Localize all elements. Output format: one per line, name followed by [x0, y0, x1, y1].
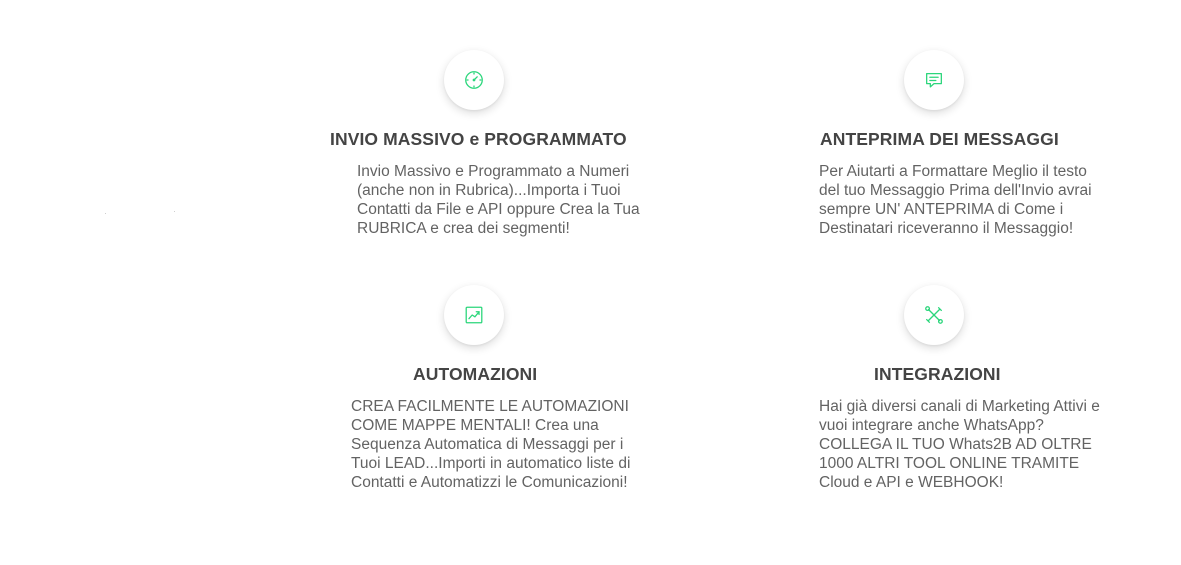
feature-icon-wrapper — [904, 285, 964, 345]
message-icon — [923, 69, 945, 91]
feature-icon-wrapper — [904, 50, 964, 110]
feature-description: Per Aiutarti a Formattare Meglio il testo del tuo Messaggio Prima dell'Invio avrai sempre UN' ANTEPRIMA di Come i Destinatari riceveranno il Messaggio! — [819, 163, 1092, 237]
feature-description: Invio Massivo e Programmato a Numeri (anche non in Rubrica)...Importa i Tuoi Contatti da File e API oppure Crea la Tua RUBRICA e crea dei segmenti! — [357, 163, 640, 237]
feature-title: INTEGRAZIONI — [874, 364, 1001, 384]
feature-title: ANTEPRIMA DEI MESSAGGI — [820, 129, 1059, 149]
feature-icon-wrapper — [444, 50, 504, 110]
tools-icon — [923, 304, 945, 326]
feature-icon-wrapper — [444, 285, 504, 345]
feature-title: AUTOMAZIONI — [413, 364, 538, 384]
feature-description: CREA FACILMENTE LE AUTOMAZIONI COME MAPPE MENTALI! Crea una Sequenza Automatica di Messaggi per i Tuoi LEAD...Importi in automatico liste di Contatti e Automatizzi le Comunicazioni! — [351, 398, 631, 491]
clock-icon — [463, 69, 485, 91]
chart-icon — [463, 304, 485, 326]
feature-description: Hai già diversi canali di Marketing Attivi e vuoi integrare anche WhatsApp? COLLEGA IL TUO Whats2B AD OLTRE 1000 ALTRI TOOL ONLINE TRAMITE Cloud e API e WEBHOOK! — [819, 398, 1100, 491]
decorative-dot — [105, 213, 106, 214]
feature-title: INVIO MASSIVO e PROGRAMMATO — [330, 129, 627, 149]
decorative-dot — [174, 211, 175, 212]
